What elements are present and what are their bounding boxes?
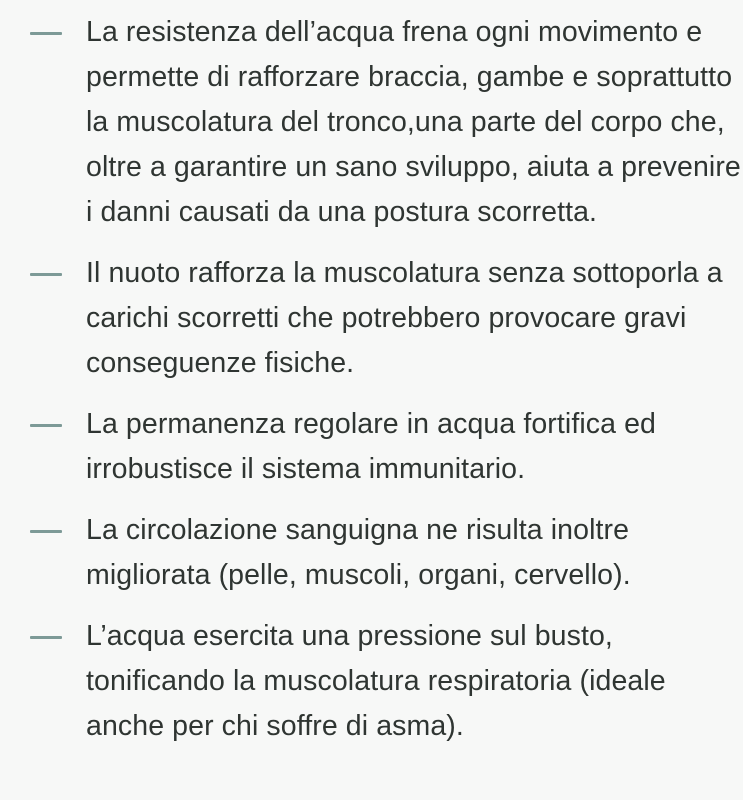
list-item-text: La circolazione sanguigna ne risulta inoltre migliorata (pelle, muscoli, organi, cervello).: [86, 514, 631, 591]
benefits-list: [0, 10, 743, 749]
list-item-text: La resistenza dell’acqua frena ogni movimento e permette di rafforzare braccia, gambe e soprattutto la muscolatura del tronco,una parte del corpo che, oltre a garantire un sano sviluppo, aiuta a prevenire i danni causati da una postura scorretta.: [86, 16, 741, 228]
dash-icon: [30, 530, 62, 533]
dash-icon: [30, 32, 62, 35]
dash-icon: [30, 636, 62, 639]
list-item-text: L’acqua esercita una pressione sul busto, tonificando la muscolatura respiratoria (ideale anche per chi soffre di asma).: [86, 620, 666, 742]
list-item-text: La permanenza regolare in acqua fortifica ed irrobustisce il sistema immunitario.: [86, 408, 657, 485]
list-item: [0, 402, 743, 492]
dash-icon: [30, 424, 62, 427]
list-item: [0, 251, 743, 386]
dash-icon: [30, 273, 62, 276]
list-item: [0, 614, 743, 749]
list-item: [0, 508, 743, 598]
list-item-text: Il nuoto rafforza la muscolatura senza sottoporla a carichi scorretti che potrebbero provocare gravi conseguenze fisiche.: [86, 257, 723, 379]
list-item: [0, 10, 743, 235]
